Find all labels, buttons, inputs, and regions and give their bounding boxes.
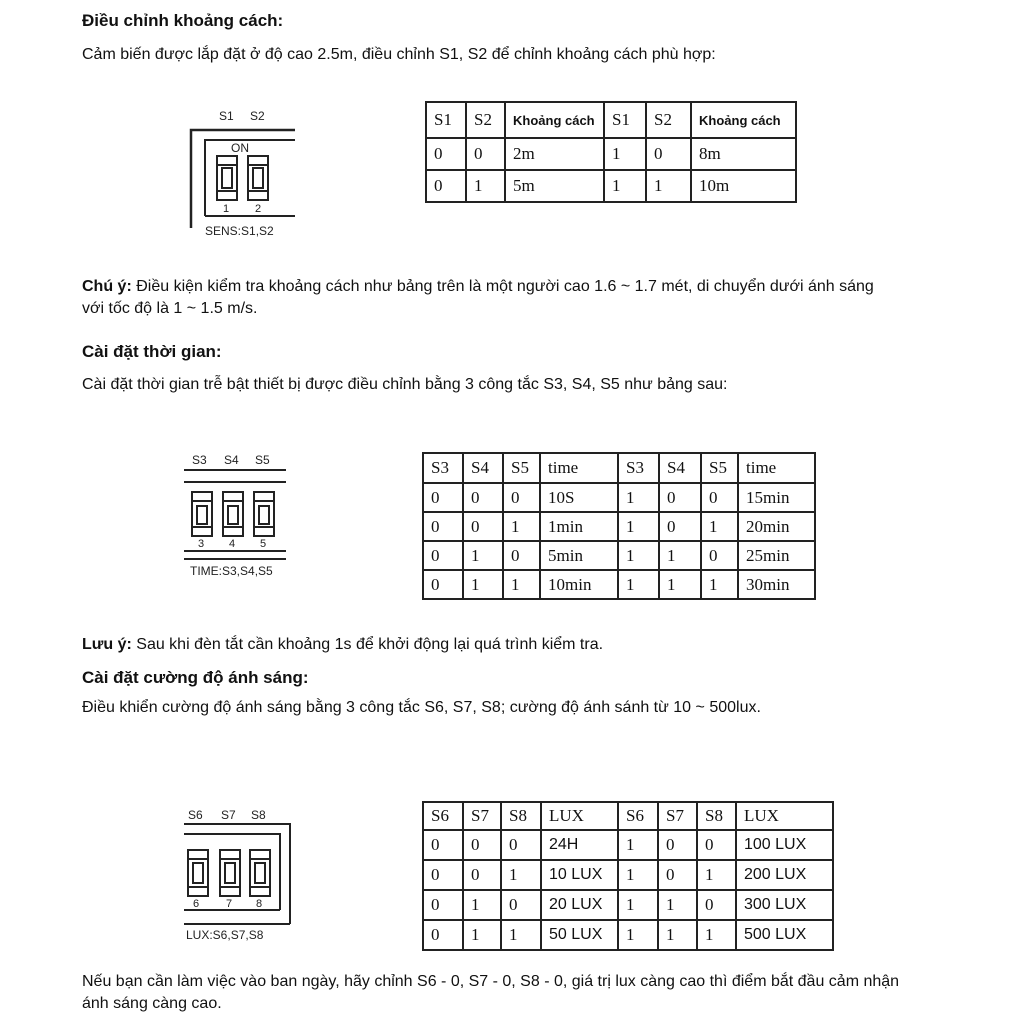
- table-header-cell: S2: [466, 102, 505, 138]
- table-header-cell: LUX: [541, 802, 618, 830]
- table-cell: 0: [423, 570, 463, 599]
- note-text: Sau khi đèn tắt cần khoảng 1s để khởi động lại quá trình kiểm tra.: [136, 636, 604, 653]
- time-table: [422, 452, 816, 600]
- table-cell: 24H: [541, 830, 618, 860]
- table-cell: 8m: [691, 138, 796, 170]
- table-cell: 1: [466, 170, 505, 202]
- table-cell: 1: [618, 512, 659, 541]
- table-cell: 20 LUX: [541, 890, 618, 920]
- diagram-label: S5: [255, 453, 270, 467]
- table-cell: 10min: [540, 570, 618, 599]
- lux-intro: Điều khiển cường độ ánh sáng bằng 3 công tắc S6, S7, S8; cường độ ánh sánh từ 10 ~ 500lux.: [82, 699, 761, 716]
- table-cell: 0: [423, 890, 463, 920]
- time-heading: Cài đặt thời gian:: [82, 342, 222, 361]
- dip-switch: [248, 156, 268, 200]
- table-cell: 0: [697, 890, 736, 920]
- table-header-cell: time: [540, 453, 618, 483]
- switch-number: 4: [229, 538, 236, 550]
- table-row: [423, 512, 815, 541]
- table-cell: 1: [697, 860, 736, 890]
- table-cell: 300 LUX: [736, 890, 833, 920]
- dip-switch: [192, 492, 212, 536]
- table-cell: 1: [503, 512, 540, 541]
- table-header-cell: S4: [463, 453, 503, 483]
- table-cell: 0: [503, 483, 540, 512]
- table-header-cell: time: [738, 453, 815, 483]
- distance-note: [82, 276, 982, 320]
- diagram-label: S4: [224, 453, 239, 467]
- table-cell: 1: [618, 830, 658, 860]
- dip-switch-diagram-s3-s5: [180, 448, 292, 580]
- table-row: [423, 541, 815, 570]
- table-header-cell: S3: [423, 453, 463, 483]
- table-cell: 10m: [691, 170, 796, 202]
- table-cell: 200 LUX: [736, 860, 833, 890]
- lux-footer: [82, 971, 992, 1015]
- dip-switch-diagram-s6-s8: [180, 802, 295, 942]
- table-cell: 1: [463, 890, 501, 920]
- table-cell: 1: [618, 483, 659, 512]
- table-row: [426, 170, 796, 202]
- table-cell: 1: [701, 512, 738, 541]
- switch-number: 1: [223, 203, 230, 215]
- diagram-caption: TIME:S3,S4,S5: [190, 564, 273, 578]
- table-header-cell: Khoảng cách: [505, 102, 604, 138]
- table-cell: 1: [659, 570, 701, 599]
- time-note: [82, 634, 603, 656]
- table-cell: 0: [426, 170, 466, 202]
- lux-table: [422, 801, 834, 951]
- table-cell: 1: [658, 920, 697, 950]
- diagram-label: S7: [221, 808, 236, 822]
- table-cell: 10 LUX: [541, 860, 618, 890]
- table-header-cell: S5: [503, 453, 540, 483]
- switch-number: 5: [260, 538, 267, 550]
- table-cell: 1min: [540, 512, 618, 541]
- table-cell: 1: [604, 138, 646, 170]
- table-cell: 20min: [738, 512, 815, 541]
- table-cell: 0: [463, 860, 501, 890]
- table-cell: 10S: [540, 483, 618, 512]
- table-header-cell: S3: [618, 453, 659, 483]
- table-header-cell: S7: [658, 802, 697, 830]
- table-cell: 1: [501, 920, 541, 950]
- table-cell: 0: [701, 483, 738, 512]
- table-header-cell: S6: [423, 802, 463, 830]
- diagram-caption: LUX:S6,S7,S8: [186, 928, 264, 942]
- table-cell: 5m: [505, 170, 604, 202]
- table-header-row: [423, 453, 815, 483]
- table-header-cell: S6: [618, 802, 658, 830]
- table-cell: 15min: [738, 483, 815, 512]
- table-cell: 1: [501, 860, 541, 890]
- table-cell: 1: [618, 541, 659, 570]
- table-cell: 1: [463, 570, 503, 599]
- table-row: [423, 830, 833, 860]
- table-header-cell: S1: [604, 102, 646, 138]
- table-cell: 0: [423, 483, 463, 512]
- table-row: [423, 890, 833, 920]
- table-cell: 1: [463, 920, 501, 950]
- table-cell: 0: [466, 138, 505, 170]
- table-cell: 1: [701, 570, 738, 599]
- table-cell: 1: [618, 860, 658, 890]
- table-cell: 0: [463, 483, 503, 512]
- table-header-cell: S7: [463, 802, 501, 830]
- table-row: [423, 570, 815, 599]
- table-cell: 0: [423, 920, 463, 950]
- table-cell: 1: [463, 541, 503, 570]
- table-cell: 0: [701, 541, 738, 570]
- table-cell: 30min: [738, 570, 815, 599]
- table-header-cell: S1: [426, 102, 466, 138]
- table-cell: 0: [658, 860, 697, 890]
- switch-number: 6: [193, 898, 200, 910]
- distance-heading: Điều chỉnh khoảng cách:: [82, 11, 284, 30]
- table-cell: 1: [697, 920, 736, 950]
- table-cell: 0: [423, 830, 463, 860]
- dip-switch-diagram-s1-s2: [185, 100, 295, 240]
- footer-text: ánh sáng càng cao.: [82, 995, 222, 1012]
- table-header-cell: Khoảng cách: [691, 102, 796, 138]
- table-cell: 50 LUX: [541, 920, 618, 950]
- table-cell: 0: [659, 512, 701, 541]
- table-row: [423, 483, 815, 512]
- table-cell: 0: [463, 830, 501, 860]
- table-header-row: [423, 802, 833, 830]
- table-cell: 0: [501, 830, 541, 860]
- table-cell: 1: [658, 890, 697, 920]
- switch-number: 8: [256, 898, 263, 910]
- table-header-cell: LUX: [736, 802, 833, 830]
- table-header-cell: S4: [659, 453, 701, 483]
- diagram-label: S6: [188, 808, 203, 822]
- table-cell: 100 LUX: [736, 830, 833, 860]
- table-cell: 1: [618, 890, 658, 920]
- distance-table: [425, 101, 797, 203]
- table-cell: 0: [503, 541, 540, 570]
- dip-switch: [217, 156, 237, 200]
- lux-heading: Cài đặt cường độ ánh sáng:: [82, 668, 309, 687]
- distance-intro: Cảm biến được lắp đặt ở độ cao 2.5m, điều chỉnh S1, S2 để chỉnh khoảng cách phù hợp:: [82, 46, 716, 63]
- table-header-row: [426, 102, 796, 138]
- table-cell: 0: [659, 483, 701, 512]
- table-cell: 0: [501, 890, 541, 920]
- dip-switch: [254, 492, 274, 536]
- note-text: với tốc độ là 1 ~ 1.5 m/s.: [82, 300, 258, 317]
- table-header-cell: S5: [701, 453, 738, 483]
- diagram-caption: SENS:S1,S2: [205, 224, 274, 238]
- table-cell: 500 LUX: [736, 920, 833, 950]
- dip-switch: [188, 850, 208, 896]
- table-cell: 0: [697, 830, 736, 860]
- switch-number: 3: [198, 538, 205, 550]
- switch-number: 7: [226, 898, 233, 910]
- table-cell: 0: [463, 512, 503, 541]
- table-cell: 1: [618, 570, 659, 599]
- table-cell: 1: [503, 570, 540, 599]
- table-cell: 0: [423, 860, 463, 890]
- on-label: ON: [231, 141, 249, 155]
- table-cell: 1: [618, 920, 658, 950]
- table-header-cell: S8: [697, 802, 736, 830]
- diagram-label: S2: [250, 109, 265, 123]
- table-row: [426, 138, 796, 170]
- note-text: Điều kiện kiểm tra khoảng cách như bảng trên là một người cao 1.6 ~ 1.7 mét, di chuyển dưới ánh sáng: [136, 278, 874, 295]
- table-header-cell: S8: [501, 802, 541, 830]
- diagram-label: S8: [251, 808, 266, 822]
- table-row: [423, 920, 833, 950]
- dip-switch: [223, 492, 243, 536]
- dip-switch: [250, 850, 270, 896]
- table-cell: 1: [646, 170, 691, 202]
- dip-switch: [220, 850, 240, 896]
- table-cell: 2m: [505, 138, 604, 170]
- diagram-label: S1: [219, 109, 234, 123]
- table-cell: 0: [658, 830, 697, 860]
- switch-number: 2: [255, 203, 262, 215]
- diagram-label: S3: [192, 453, 207, 467]
- note-label: Chú ý:: [82, 278, 132, 295]
- table-cell: 0: [646, 138, 691, 170]
- note-label: Lưu ý:: [82, 636, 132, 653]
- table-cell: 1: [659, 541, 701, 570]
- footer-text: Nếu bạn cần làm việc vào ban ngày, hãy chỉnh S6 - 0, S7 - 0, S8 - 0, giá trị lux càng cao thì điểm bắt đầu cảm nhận: [82, 973, 900, 990]
- table-cell: 0: [423, 541, 463, 570]
- table-cell: 1: [604, 170, 646, 202]
- table-row: [423, 860, 833, 890]
- table-header-cell: S2: [646, 102, 691, 138]
- table-cell: 0: [426, 138, 466, 170]
- table-cell: 5min: [540, 541, 618, 570]
- table-cell: 25min: [738, 541, 815, 570]
- table-cell: 0: [423, 512, 463, 541]
- time-intro: Cài đặt thời gian trễ bật thiết bị được điều chỉnh bằng 3 công tắc S3, S4, S5 như bảng sau:: [82, 376, 728, 393]
